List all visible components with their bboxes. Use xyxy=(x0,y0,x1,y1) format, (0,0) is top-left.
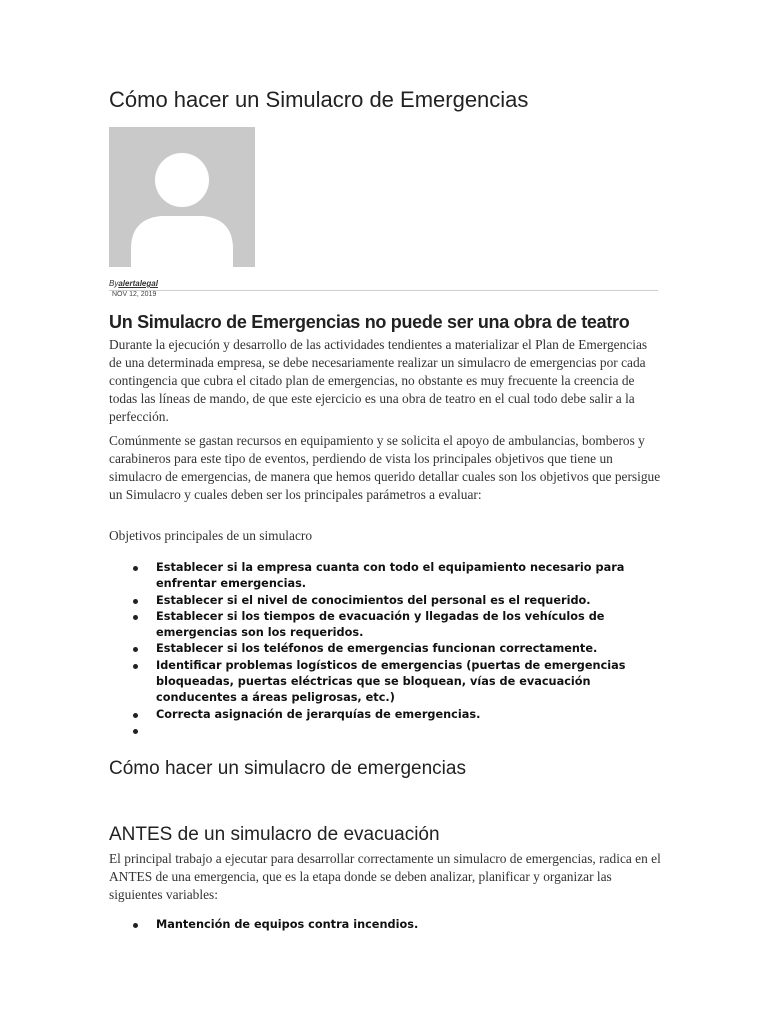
antes-list xyxy=(109,917,659,933)
section-heading-teatro: Un Simulacro de Emergencias no puede ser una obra de teatro xyxy=(109,312,630,332)
section-heading-antes: ANTES de un simulacro de evacuación xyxy=(109,824,440,845)
byline-prefix: By xyxy=(109,279,119,288)
author-link[interactable]: alertalegal xyxy=(118,279,158,288)
publish-date: NOV 12, 2019 xyxy=(112,291,157,298)
section-heading-como-hacer: Cómo hacer un simulacro de emergencias xyxy=(109,758,466,779)
byline xyxy=(109,279,158,289)
paragraph-recursos: Comúnmente se gastan recursos en equipamiento y se solicita el apoyo de ambulancias, bomberos y carabineros para este tipo de eventos, perdiendo de vista los principales objetivos que tiene un simulacro de emergencias, de manera que hemos querido detallar cuales son los objetivos que persigue un Simulacro y cuales deben ser los principales parámetros a evaluar: xyxy=(109,433,661,502)
list-item: Mantención de equipos contra incendios. xyxy=(109,917,659,933)
list-item: Establecer si los teléfonos de emergencias funcionan correctamente. xyxy=(109,641,659,657)
objectives-list xyxy=(109,560,659,739)
list-item: Establecer si la empresa cuanta con todo el equipamiento necesario para enfrentar emergencias. xyxy=(109,560,659,593)
list-item: Identificar problemas logísticos de emergencias (puertas de emergencias bloqueadas, puertas eléctricas que se bloquean, vías de evacuación conducentes a áreas peligrosas, etc.) xyxy=(109,658,659,707)
author-avatar xyxy=(109,127,255,267)
page-title: Cómo hacer un Simulacro de Emergencias xyxy=(109,87,529,112)
paragraph-antes: El principal trabajo a ejecutar para desarrollar correctamente un simulacro de emergencias, radica en el ANTES de una emergencia, que es la etapa donde se deben analizar, planificar y organizar las siguientes variables: xyxy=(109,851,661,902)
paragraph-intro: Durante la ejecución y desarrollo de las actividades tendientes a materializar el Plan de Emergencias de una determinada empresa, se debe necesariamente realizar un simulacro de emergencias por cada contingencia que cubra el citado plan de emergencias, no obstante es muy frecuente la creencia de todas las líneas de mando, de que este ejercicio es una obra de teatro en el cual todo debe salir a la perfección. xyxy=(109,337,648,424)
list-item-empty xyxy=(109,723,659,739)
user-silhouette-icon xyxy=(109,127,255,267)
list-item: Correcta asignación de jerarquías de emergencias. xyxy=(109,707,659,723)
paragraph-objetivos-label: Objetivos principales de un simulacro xyxy=(109,528,313,543)
list-item: Establecer si los tiempos de evacuación y llegadas de los vehículos de emergencias son los requeridos. xyxy=(109,609,659,642)
list-item: Establecer si el nivel de conocimientos del personal es el requerido. xyxy=(109,593,659,609)
header-divider xyxy=(109,290,658,291)
